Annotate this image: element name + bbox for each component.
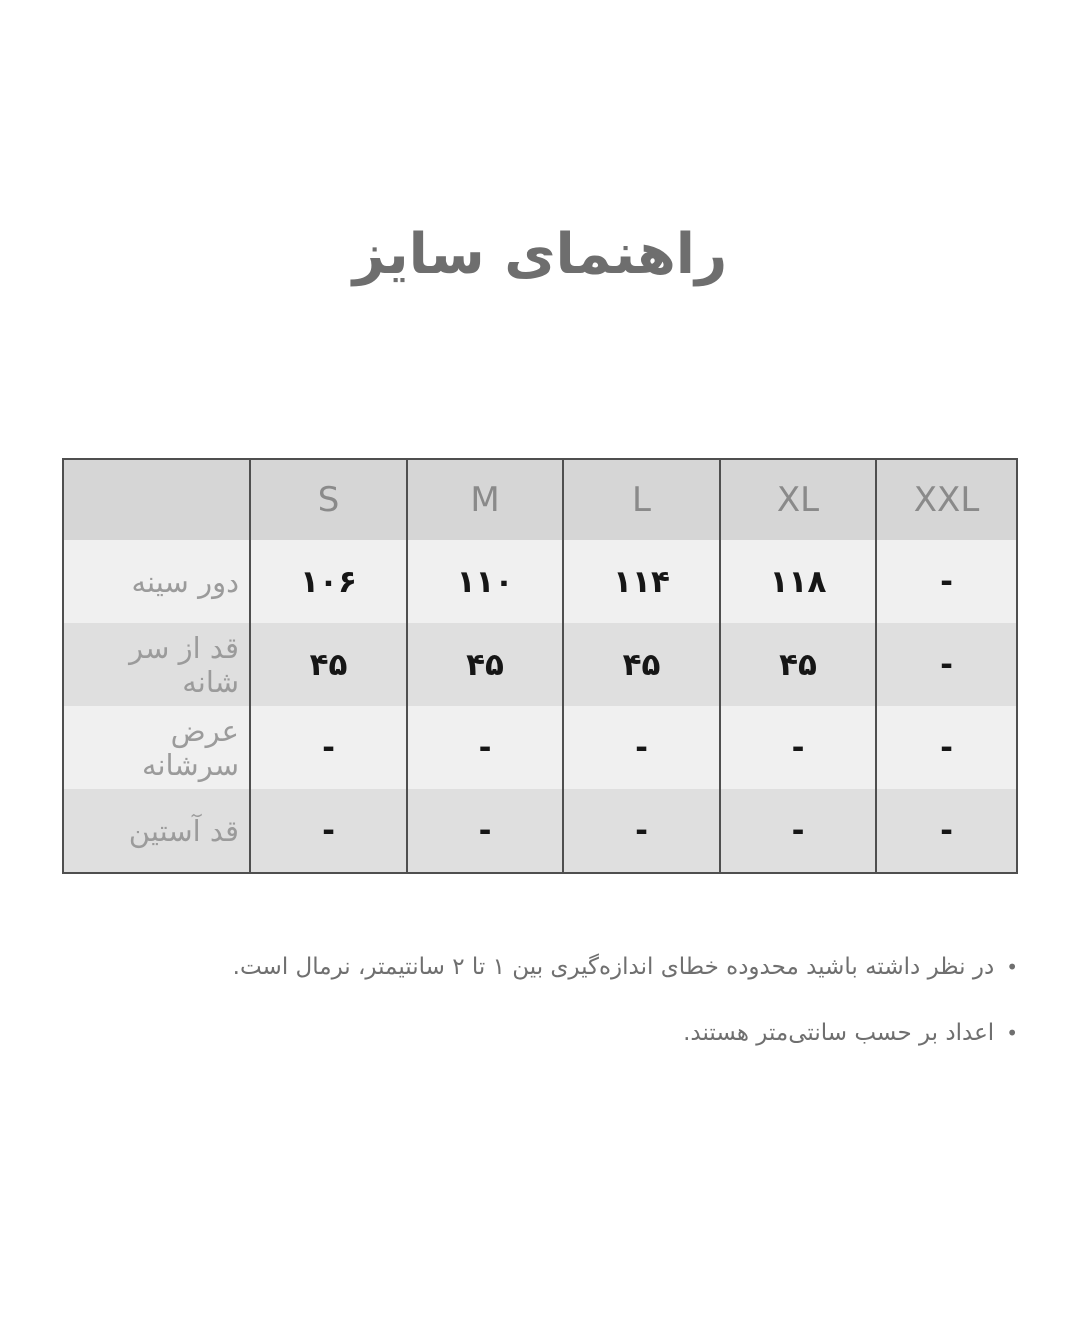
table-cell: ۱۱۰ [406, 540, 562, 623]
note-text: در نظر داشته باشید محدوده خطای اندازه‌گیری بین ۱ تا ۲ سانتیمتر، نرمال است. [232, 954, 995, 980]
note-item-units [233, 1017, 1018, 1049]
table-cell: - [562, 789, 719, 872]
column-header-s: S [249, 460, 406, 540]
table-cell: - [719, 789, 875, 872]
table-cell: - [719, 706, 875, 789]
table-corner-cell [64, 460, 249, 540]
table-cell: - [406, 706, 562, 789]
table-cell: - [249, 789, 406, 872]
row-label-sleeve-length: قد آستین [64, 789, 249, 872]
column-header-m: M [406, 460, 562, 540]
table-cell: - [562, 706, 719, 789]
column-header-xl: XL [719, 460, 875, 540]
table-cell: - [875, 623, 1016, 706]
note-item-tolerance [233, 951, 1018, 983]
table-cell: - [875, 706, 1016, 789]
table-cell: ۴۵ [562, 623, 719, 706]
table-cell: - [875, 540, 1016, 623]
table-cell: - [249, 706, 406, 789]
table-cell: ۴۵ [406, 623, 562, 706]
table-cell: ۱۰۶ [249, 540, 406, 623]
page-title: راهنمای سایز [352, 222, 728, 287]
table-cell: ۴۵ [249, 623, 406, 706]
table-cell: ۱۱۸ [719, 540, 875, 623]
table-cell: ۴۵ [719, 623, 875, 706]
notes-section [233, 951, 1018, 1083]
row-label-chest-circumference: دور سینه [64, 540, 249, 623]
row-label-shoulder-length: قد از سر شانه [64, 623, 249, 706]
table-cell: - [875, 789, 1016, 872]
note-text: اعداد بر حسب سانتی‌متر هستند. [683, 1020, 995, 1046]
bullet-icon: • [1006, 1021, 1018, 1045]
table-cell: ۱۱۴ [562, 540, 719, 623]
size-table [62, 458, 1018, 874]
table-cell: - [406, 789, 562, 872]
column-header-xxl: XXL [875, 460, 1016, 540]
column-header-l: L [562, 460, 719, 540]
bullet-icon: • [1006, 955, 1018, 979]
row-label-shoulder-width: عرض سرشانه [64, 706, 249, 789]
